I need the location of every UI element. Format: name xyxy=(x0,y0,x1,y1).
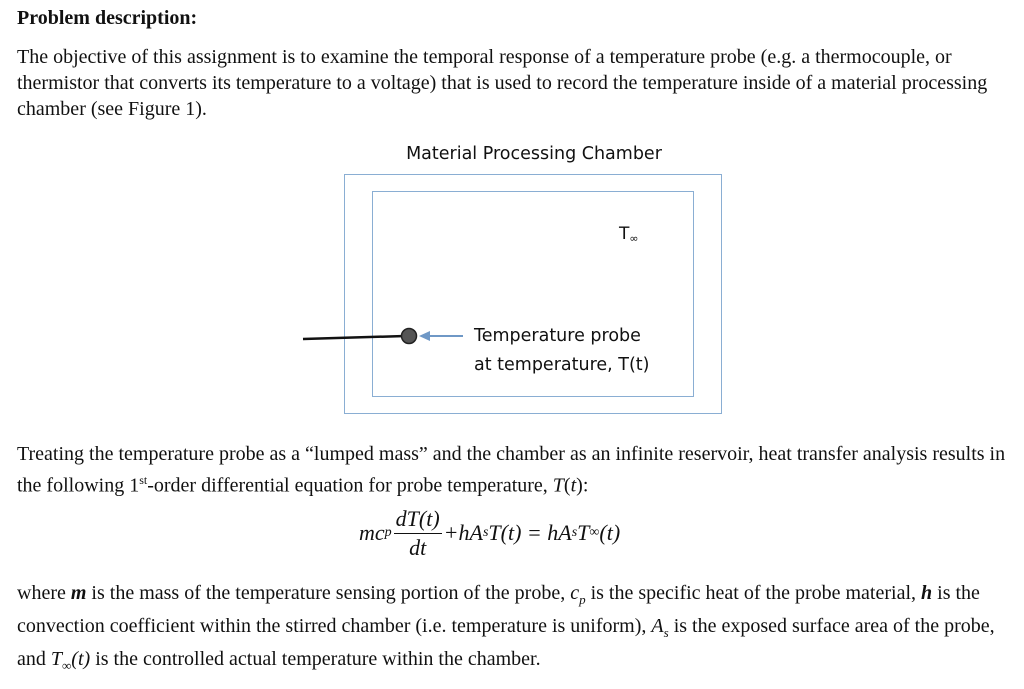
eq-rhs: T(t) = hA xyxy=(488,520,572,545)
lumped-mass-paragraph xyxy=(17,441,1012,499)
eq-sub-s2: s xyxy=(571,525,578,540)
var-a-sub: s xyxy=(663,625,669,640)
probe-tip xyxy=(402,329,417,344)
eq-sub-s1: s xyxy=(482,525,489,540)
variable-definitions-paragraph xyxy=(17,580,1012,679)
p2-text-b: -order differential equation for probe temperature, xyxy=(147,474,553,497)
eq-mc: mc xyxy=(359,520,385,545)
var-h: h xyxy=(921,582,933,604)
eq-convection-term: +hA xyxy=(443,520,483,545)
p3-e: is the convection coefficient within the stirred chamber (i.e. temperature is uniform), xyxy=(17,582,980,637)
p3-b: is the mass of the temperature sensing portion of the probe, xyxy=(86,582,571,604)
probe-label-line2: at temperature, T(t) xyxy=(474,355,650,375)
eq-end: (t) xyxy=(599,520,621,545)
paren-open: ( xyxy=(563,474,571,497)
var-t: T xyxy=(50,648,63,670)
var-m: m xyxy=(70,582,87,604)
eq-numerator: dT(t) xyxy=(394,506,442,534)
var-t-arg: (t) xyxy=(71,648,91,670)
p3-a: where xyxy=(17,582,71,604)
eq-sub-p: p xyxy=(384,525,392,540)
probe-wire xyxy=(303,336,405,339)
eq-denominator: dt xyxy=(409,534,427,560)
intro-paragraph: The objective of this assignment is to examine the temporal response of a temperature probe (e.g. a thermocouple, or thermistor that converts its temperature to a voltage) that is used to record the temperature inside of a material processing chamber (see Figure 1). xyxy=(17,46,988,120)
ordinal-superscript: st xyxy=(139,473,148,487)
p2-text-a: Treating the temperature probe as a “lumped mass” and the chamber as an infinite reservoir, heat transfer analysis results in the following 1 xyxy=(17,443,1006,497)
var-c: c xyxy=(570,582,580,604)
var-c-sub: p xyxy=(579,592,586,607)
eq-derivative xyxy=(394,506,442,561)
paren-close: ): xyxy=(576,474,589,497)
probe-arrow-head xyxy=(419,331,430,341)
t-letter: T xyxy=(619,224,630,244)
var-t-sub: ∞ xyxy=(62,658,72,673)
probe-label-line1: Temperature probe xyxy=(474,326,641,346)
differential-equation xyxy=(359,503,620,563)
eq-sub-inf: ∞ xyxy=(589,525,600,540)
section-heading: Problem description: xyxy=(17,7,198,29)
temperature-variable: T xyxy=(552,474,564,497)
p3-d: is the specific heat of the probe material, xyxy=(585,582,922,604)
time-variable: t xyxy=(570,474,577,497)
eq-t: T xyxy=(577,520,590,545)
figure-title: Material Processing Chamber xyxy=(406,144,662,164)
infinity-subscript: ∞ xyxy=(629,232,639,245)
p3-f: is the exposed surface area of the probe, and xyxy=(17,615,995,670)
probe-label xyxy=(474,322,649,380)
p3-g: is the controlled actual temperature within the chamber. xyxy=(90,648,541,670)
var-a: A xyxy=(651,615,664,637)
